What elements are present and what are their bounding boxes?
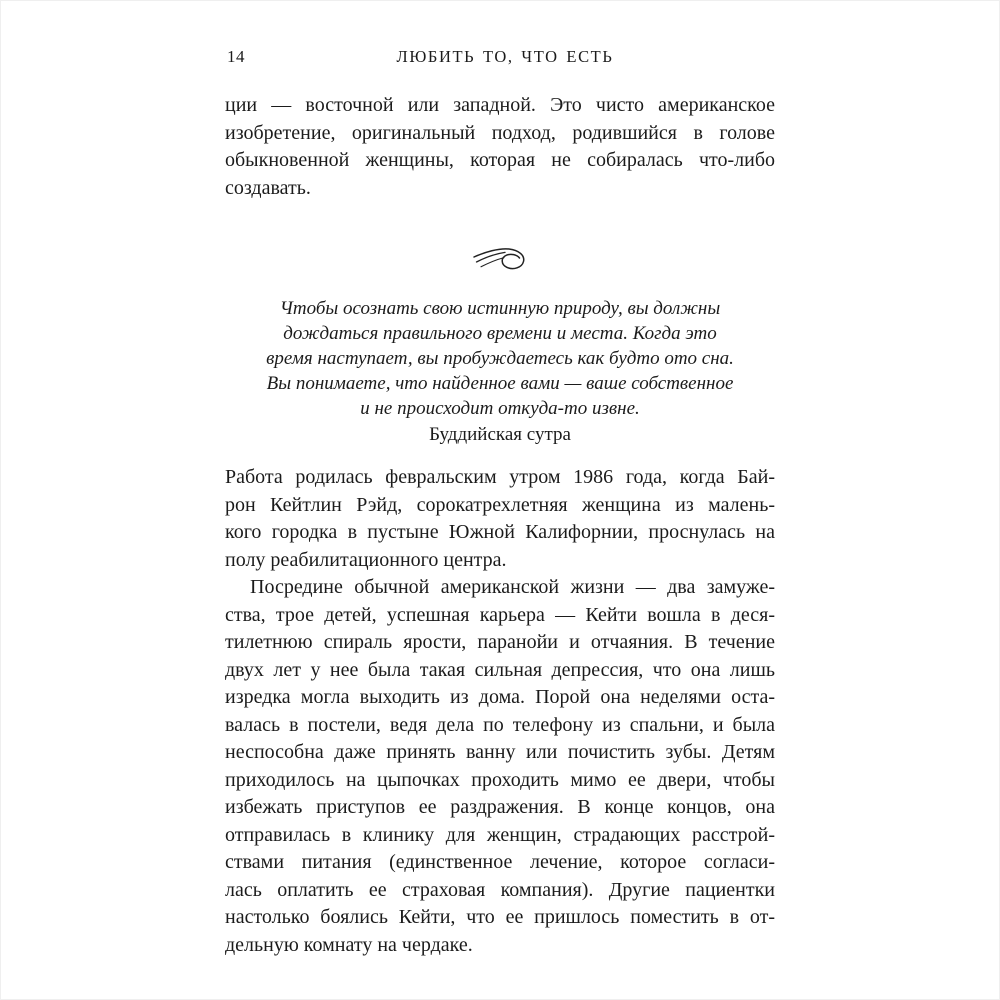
text-line: валась в постели, ведя дела по телефону из спальни, и была: [225, 713, 775, 736]
epigraph-line: дождаться правильного времени и места. Когда это: [283, 323, 717, 344]
text-line: лась оплатить ее страховая компания). Другие пациентки: [225, 878, 775, 901]
text-line: рон Кейтлин Рэйд, сорокатрехлетняя женщина из малень-: [225, 493, 775, 516]
text-line: обыкновенной женщины, которая не собиралась что-либо: [225, 149, 775, 171]
text-line: Посредине обычной американской жизни — два замуже-: [250, 576, 775, 598]
text-line: кого городка в пустыне Южной Калифорнии, проснулась на: [225, 521, 775, 543]
body-paragraph-1: [225, 92, 775, 202]
text-line: дельную комнату на чердаке.: [225, 933, 473, 956]
wave-flourish-icon: [472, 260, 528, 277]
text-line: отправилась в клинику для женщин, страдающих расстрой-: [225, 823, 775, 846]
text-line: приходилось на цыпочках проходить мимо ее двери, чтобы: [225, 768, 775, 791]
epigraph-line: Чтобы осознать свою истинную природу, вы должны: [279, 298, 721, 319]
epigraph: [225, 296, 775, 421]
text-line: ции — восточной или западной. Это чисто американское: [225, 94, 775, 116]
text-line: изредка могла выходить из дома. Порой она неделями оста-: [225, 686, 775, 708]
text-line: избежать приступов ее раздражения. В конце концов, она: [225, 796, 775, 818]
section-ornament: [225, 243, 775, 278]
epigraph-attribution: Буддийская сутра: [429, 424, 571, 445]
page-number: 14: [227, 47, 245, 66]
epigraph-line: и не происходит откуда-то извне.: [360, 398, 640, 419]
body-paragraph-3: [225, 574, 775, 959]
text-line: настолько боялись Кейти, что ее пришлось поместить в от-: [225, 906, 775, 928]
text-line: изобретение, оригинальный подход, родившийся в голове: [225, 121, 775, 144]
text-line: полу реабилитационного центра.: [225, 548, 507, 571]
running-title: ЛЮБИТЬ ТО, ЧТО ЕСТЬ: [396, 47, 614, 66]
text-line: тилетнюю спираль ярости, паранойи и отчаяния. В течение: [225, 631, 775, 653]
epigraph-line: время наступает, вы пробуждаетесь как будто ото сна.: [266, 348, 734, 369]
text-line: ства, трое детей, успешная карьера — Кейти вошла в деся-: [225, 603, 775, 626]
text-line: создавать.: [225, 176, 311, 199]
text-line: ствами питания (единственное лечение, которое согласи-: [225, 851, 775, 873]
text-line: двух лет у нее была такая сильная депрессия, что она лишь: [225, 658, 775, 681]
epigraph-line: Вы понимаете, что найденное вами — ваше собственное: [266, 373, 734, 394]
text-line: неспособна даже принять ванну или почистить зубы. Детям: [225, 741, 775, 763]
body-paragraph-2: [225, 464, 775, 574]
text-line: Работа родилась февральским утром 1986 года, когда Бай-: [225, 466, 775, 488]
